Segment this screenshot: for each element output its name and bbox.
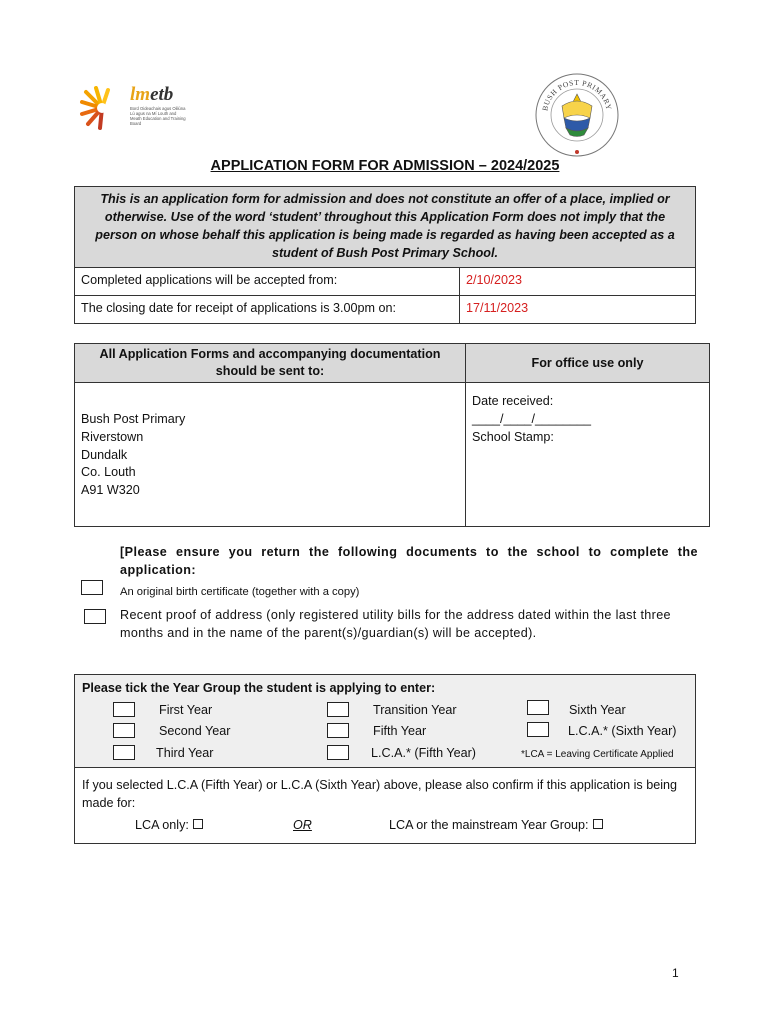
date-received-label: Date received: [472, 394, 554, 408]
third-year-label: Third Year [156, 746, 214, 760]
page-number: 1 [672, 966, 679, 980]
address-line: Riverstown [81, 429, 144, 444]
transition-year-label: Transition Year [373, 703, 457, 717]
address-line: Co. Louth [81, 465, 136, 480]
school-stamp-label: School Stamp: [472, 429, 554, 444]
school-seal-logo [534, 72, 620, 158]
dates-row-closing [75, 295, 695, 323]
proof-of-address-checkbox[interactable] [84, 609, 106, 624]
dates-row-accepted-from [75, 268, 695, 295]
school-address [75, 383, 466, 527]
fifth-year-checkbox[interactable] [327, 723, 349, 738]
documents-intro: [Please ensure you return the following documents to the school to complete the application: [120, 545, 698, 577]
lca-only-option [135, 818, 203, 832]
office-use-heading: For office use only [531, 356, 644, 370]
closing-date-label: The closing date for receipt of applications is 3.00pm on: [75, 296, 460, 323]
lca-mainstream-checkbox[interactable] [593, 819, 603, 829]
lca-only-label: LCA only: [135, 818, 189, 832]
lmetb-sunburst-icon [78, 86, 126, 130]
third-year-checkbox[interactable] [113, 745, 135, 760]
accepted-from-label: Completed applications will be accepted from: [75, 268, 460, 295]
address-office-table [74, 343, 710, 527]
address-line: A91 W320 [81, 483, 140, 498]
lmetb-logo [78, 82, 188, 132]
lca-fifth-year-checkbox[interactable] [327, 745, 349, 760]
second-year-checkbox[interactable] [113, 723, 135, 738]
year-group-box [74, 674, 696, 844]
closing-date-value: 17/11/2023 [466, 301, 529, 315]
accepted-from-date: 2/10/2023 [466, 273, 523, 287]
sixth-year-checkbox[interactable] [527, 700, 549, 715]
lca-sixth-year-label: L.C.A.* (Sixth Year) [568, 724, 677, 738]
svg-text:BUSH POST PRIMARY SCHOOL: BUSH POST PRIMARY [540, 77, 614, 112]
second-year-label: Second Year [159, 724, 231, 738]
lca-footnote: *LCA = Leaving Certificate Applied [521, 749, 674, 760]
lca-sixth-year-checkbox[interactable] [527, 722, 549, 737]
sixth-year-label: Sixth Year [569, 703, 626, 717]
lmetb-wordmark: lmetb [130, 84, 174, 105]
school-crest-icon [534, 72, 620, 158]
form-title: APPLICATION FORM FOR ADMISSION – 2024/2025 [210, 158, 560, 174]
or-separator: OR [293, 818, 312, 832]
lca-mainstream-label: LCA or the mainstream Year Group: [389, 818, 589, 832]
date-received-blank[interactable]: ____/____/________ [472, 411, 592, 426]
notice-and-dates-table [74, 186, 696, 324]
fifth-year-label: Fifth Year [373, 724, 427, 738]
lca-only-checkbox[interactable] [193, 819, 203, 829]
birth-certificate-label: An original birth certificate (together with a copy) [120, 586, 360, 598]
proof-of-address-label: Recent proof of address (only registered utility bills for the address dated within the last three months and in the name of the parent(s)/guardian(s) will be accepted). [120, 608, 671, 640]
year-group-heading: Please tick the Year Group the student is applying to enter: [82, 681, 436, 695]
lca-fifth-year-label: L.C.A.* (Fifth Year) [371, 746, 476, 760]
admission-notice: This is an application form for admission and does not constitute an offer of a place, implied or otherwise. Use of the word ‘student’ throughout this Application Form does not imply that the person on whose behalf this application is being made is regarded as having been accepted as a student of Bush Post Primary School. [75, 187, 695, 268]
address-heading: All Application Forms and accompanying documentation should be sent to: [75, 344, 466, 382]
transition-year-checkbox[interactable] [327, 702, 349, 717]
first-year-label: First Year [159, 703, 213, 717]
first-year-checkbox[interactable] [113, 702, 135, 717]
office-use-area [466, 383, 709, 527]
birth-certificate-checkbox[interactable] [81, 580, 103, 595]
lca-mainstream-option [389, 818, 603, 832]
lca-confirm-question: If you selected L.C.A (Fifth Year) or L.C.A (Sixth Year) above, please also confirm if this application is being made for: [82, 778, 678, 810]
address-line: Bush Post Primary [81, 412, 186, 426]
lmetb-subtitle: Bord Oideachais agus Oiliúna Lú agus na Mí Louth and Meath Education and Training Board [130, 106, 186, 126]
address-line: Dundalk [81, 447, 128, 462]
